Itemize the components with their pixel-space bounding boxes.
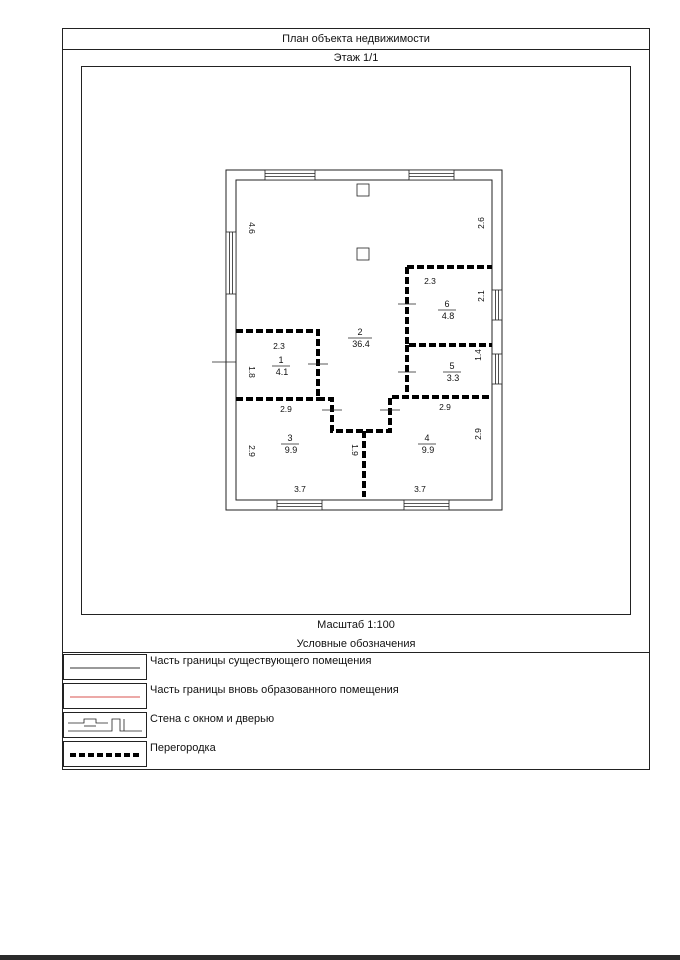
room-area: 36.4 xyxy=(352,339,370,349)
page-edge xyxy=(0,955,680,960)
room-number: 4 xyxy=(424,433,430,443)
dimension-label: 3.7 xyxy=(294,484,306,494)
window xyxy=(277,500,322,510)
dimension-label: 1.8 xyxy=(247,366,257,378)
legend-label: Часть границы существующего помещения xyxy=(150,655,372,667)
legend-label: Часть границы вновь образованного помещения xyxy=(150,684,399,696)
window xyxy=(265,170,315,180)
dimension-label: 2.9 xyxy=(473,428,483,440)
room-number: 3 xyxy=(287,433,293,443)
dimension-label: 2.9 xyxy=(280,404,292,414)
door-markers xyxy=(212,304,416,410)
room-area: 3.3 xyxy=(446,373,460,383)
legend-swatch-partition xyxy=(63,741,147,767)
room-area: 9.9 xyxy=(421,445,435,455)
window xyxy=(409,170,454,180)
room-number: 2 xyxy=(357,327,363,337)
room-area: 9.9 xyxy=(284,445,298,455)
dimension-label: 2.1 xyxy=(476,290,486,302)
room-number: 1 xyxy=(278,355,284,365)
legend-title: Условные обозначения xyxy=(296,638,416,650)
dimension-label: 1.4 xyxy=(473,349,483,361)
plan-title: План объекта недвижимости xyxy=(282,33,430,45)
room-number: 5 xyxy=(449,361,455,371)
window xyxy=(492,354,502,384)
dimension-label: 2.9 xyxy=(439,402,451,412)
dimension-label: 2.3 xyxy=(273,341,285,351)
legend-label: Перегородка xyxy=(150,742,216,754)
dimension-label: 2.3 xyxy=(424,276,436,286)
window xyxy=(226,232,236,294)
legend-swatch-existing xyxy=(63,654,147,680)
dimension-label: 2.9 xyxy=(247,445,257,457)
window xyxy=(404,500,449,510)
scale-label: Масштаб 1:100 xyxy=(317,619,395,631)
room-number: 6 xyxy=(444,299,450,309)
legend-swatch-wall xyxy=(63,712,147,738)
column xyxy=(357,248,369,260)
legend-label: Стена с окном и дверью xyxy=(150,713,275,725)
window xyxy=(492,290,502,320)
dimension-label: 2.6 xyxy=(476,217,486,229)
dimension-label: 3.7 xyxy=(414,484,426,494)
legend-swatch-new xyxy=(63,683,147,709)
dimension-label: 1.9 xyxy=(350,444,360,456)
floor-label: Этаж 1/1 xyxy=(333,52,379,64)
dimension-label: 4.6 xyxy=(247,222,257,234)
room-area: 4.8 xyxy=(441,311,455,321)
column xyxy=(357,184,369,196)
room-area: 4.1 xyxy=(275,367,289,377)
